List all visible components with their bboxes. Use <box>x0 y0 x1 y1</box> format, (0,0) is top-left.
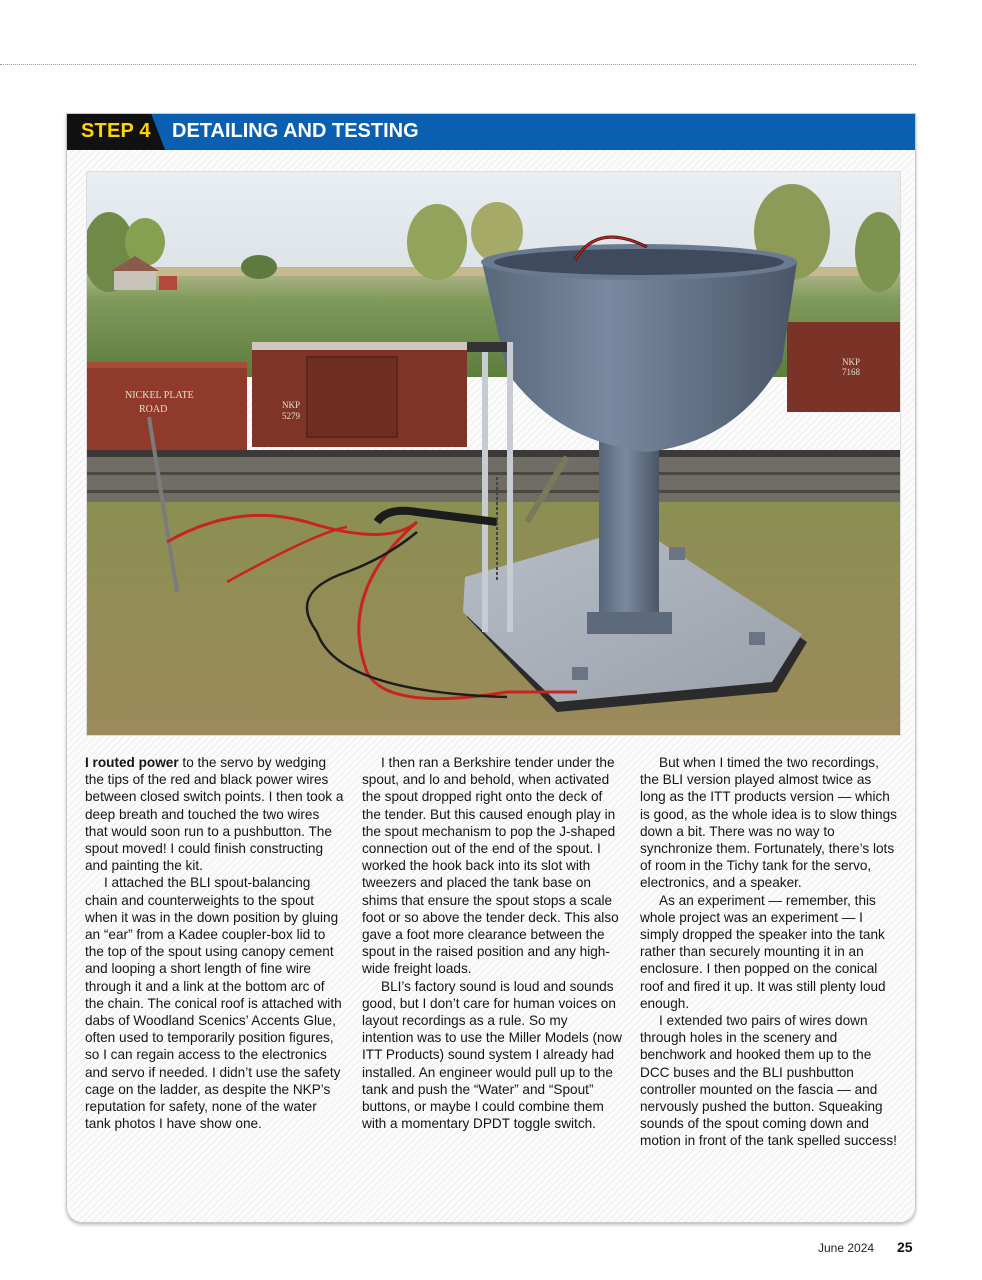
article-paragraph: I extended two pairs of wires down through holes in the scenery and benchwork and hooked them up to the DCC buses and the BLI pushbutton controller mounted on the fascia — and nervously pushed the button. Squeaking sounds of the spout coming down and motion in front of the tank spelled success! <box>640 1013 897 1149</box>
page-number: 25 <box>897 1239 913 1255</box>
article-paragraph: BLI’s factory sound is loud and sounds good, but I don’t care for human voices on layout recordings as a rule. So my intention was to use the Miller Models (now ITT Products) sound system I already had installed. An engineer would pull up to the tank and push the “Water” and “Spout” buttons, or maybe I could combine them with a momentary DPDT toggle switch. <box>362 978 622 1132</box>
lead-in: I routed power <box>85 755 179 770</box>
tank-bowl <box>481 237 797 452</box>
issue-date: June 2024 <box>818 1241 875 1255</box>
tank-pillar <box>599 437 659 627</box>
water-tank-photo <box>86 171 901 736</box>
top-dotted-rule <box>0 64 916 65</box>
article-paragraph: I attached the BLI spout-balancing chain and counterweights to the spout when it was in the down position by gluing an “ear” from a Kadee coupler-box lid to the top of the spout using canopy cement and looping a short length of fine wire through it and a link at the bottom arc of the chain. The conical roof is attached with dabs of Woodland Scenics’ Accents Glue, often used to temporarily position figures, so I can regain access to the electronics and servo if needed. I didn’t use the safety cage on the ladder, as despite the NKP’s reputation for safety, none of the water tank photos I have show one. <box>85 875 342 1132</box>
article-column-3 <box>640 754 900 1150</box>
step-label: STEP 4 <box>81 120 151 142</box>
article-paragraph: I then ran a Berkshire tender under the spout, and lo and behold, when activated the spout dropped right onto the deck of the tender. But this caused enough play in the spout mechanism to pop the J-shaped connection out of the end of the spout. I worked the hook back into its slot with tweezers and placed the tank base on shims that ensure the spout stops a scale foot or so above the tender deck. This also gave a foot more clearance between the spout in the raised position and any high-wide freight loads. <box>362 755 619 977</box>
car-left-text-2: ROAD <box>139 404 168 415</box>
step-panel <box>66 113 916 1223</box>
car-middle-text-2: 5279 <box>282 411 300 421</box>
article-paragraph: But when I timed the two recordings, the BLI version played almost twice as long as the ITT products version — which is good, as the whole idea is to slow things down a bit. There was no way to synchronize them. Fortunately, there’s lots of room in the Tichy tank for the servo, electronics, and a speaker. <box>640 755 897 891</box>
step-title: DETAILING AND TESTING <box>172 120 419 142</box>
car-middle-text-1: NKP <box>282 400 301 410</box>
car-right-text-2: 7168 <box>842 367 860 377</box>
step-header <box>67 114 916 150</box>
article-paragraph: As an experiment — remember, this whole project was an experiment — I simply dropped the speaker into the tank rather than securely mounting it in an enclosure. I then popped on the conical roof and fired it up. It was still plenty loud enough. <box>640 892 886 1011</box>
article-column-2 <box>362 754 622 1132</box>
ballast <box>87 457 900 505</box>
article-paragraph <box>85 754 345 874</box>
car-left-text-1: NICKEL PLATE <box>125 390 194 401</box>
car-right-text-1: NKP <box>842 357 861 367</box>
lead-paragraph-text: to the servo by wedging the tips of the red and black power wires between closed switch points. I then took a deep breath and touched the two wires that would soon run to a pushbutton. The spout moved! I could finish constructing and painting the kit. <box>85 755 344 874</box>
article-column-1 <box>85 754 345 1132</box>
